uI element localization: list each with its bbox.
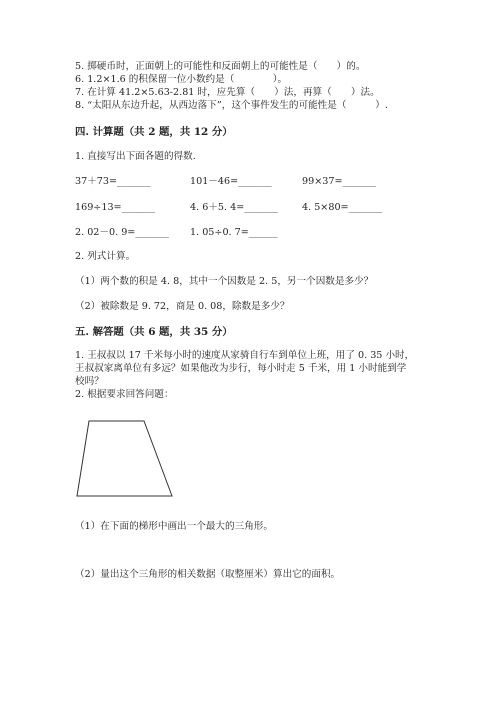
trapezoid-outline — [77, 421, 172, 496]
written-calc-item-2: （2）被除数是 9. 72，商是 0. 08，除数是多少？ — [75, 301, 290, 312]
section-4-part-1-title: 1. 直接写出下面各题的得数. — [75, 151, 196, 162]
word-problem-2-subquestion-2: （2）量出这个三角形的相关数据（取整厘米）算出它的面积。 — [75, 569, 341, 580]
oral-calc-item: 2. 02－0. 9=_______ — [75, 227, 169, 238]
oral-calc-item: 1. 05÷0. 7=______ — [190, 227, 278, 238]
oral-calc-item: 4. 6＋5. 4=_______ — [190, 202, 278, 213]
section-5-heading: 五. 解答题（共 6 题，共 35 分） — [75, 326, 233, 338]
question-7: 7. 在计算 41.2×5.63-2.81 时，应先算（ ）法，再算（ ）法。 — [75, 87, 380, 98]
word-problem-1-line-2: 王叔叔家离单位有多远？如果他改为步行，每小时走 5 千米，用 1 小时能到学 — [75, 363, 407, 374]
word-problem-2-title: 2. 根据要求回答问题： — [75, 389, 174, 400]
oral-calc-item: 169÷13=_______ — [75, 202, 156, 213]
word-problem-2-subquestion-1: （1）在下面的梯形中画出一个最大的三角形。 — [75, 521, 273, 532]
written-calc-item-1: （1）两个数的积是 4. 8，其中一个因数是 2. 5，另一个因数是多少？ — [75, 276, 374, 287]
oral-calc-item: 4. 5×80=_______ — [302, 202, 383, 213]
oral-calc-item: 99×37=_______ — [302, 176, 377, 187]
oral-calc-item: 101－46=_______ — [190, 176, 272, 187]
word-problem-1-line-1: 1. 王叔叔以 17 千米每小时的速度从家骑自行车到单位上班，用了 0. 35 小时， — [75, 350, 415, 361]
question-8: 8. “太阳从东边升起，从西边落下”，这个事件发生的可能性是（ ）. — [75, 100, 388, 111]
section-4-part-2-title: 2. 列式计算。 — [75, 251, 136, 262]
section-4-heading: 四. 计算题（共 2 题，共 12 分） — [75, 126, 233, 138]
word-problem-1-line-3: 校吗？ — [75, 376, 104, 387]
oral-calc-item: 37＋73=_______ — [75, 176, 151, 187]
question-5: 5. 掷硬币时，正面朝上的可能性和反面朝上的可能性是（ ）的。 — [75, 61, 366, 72]
question-6: 6. 1.2×1.6 的积保留一位小数约是（ ）。 — [75, 74, 288, 85]
